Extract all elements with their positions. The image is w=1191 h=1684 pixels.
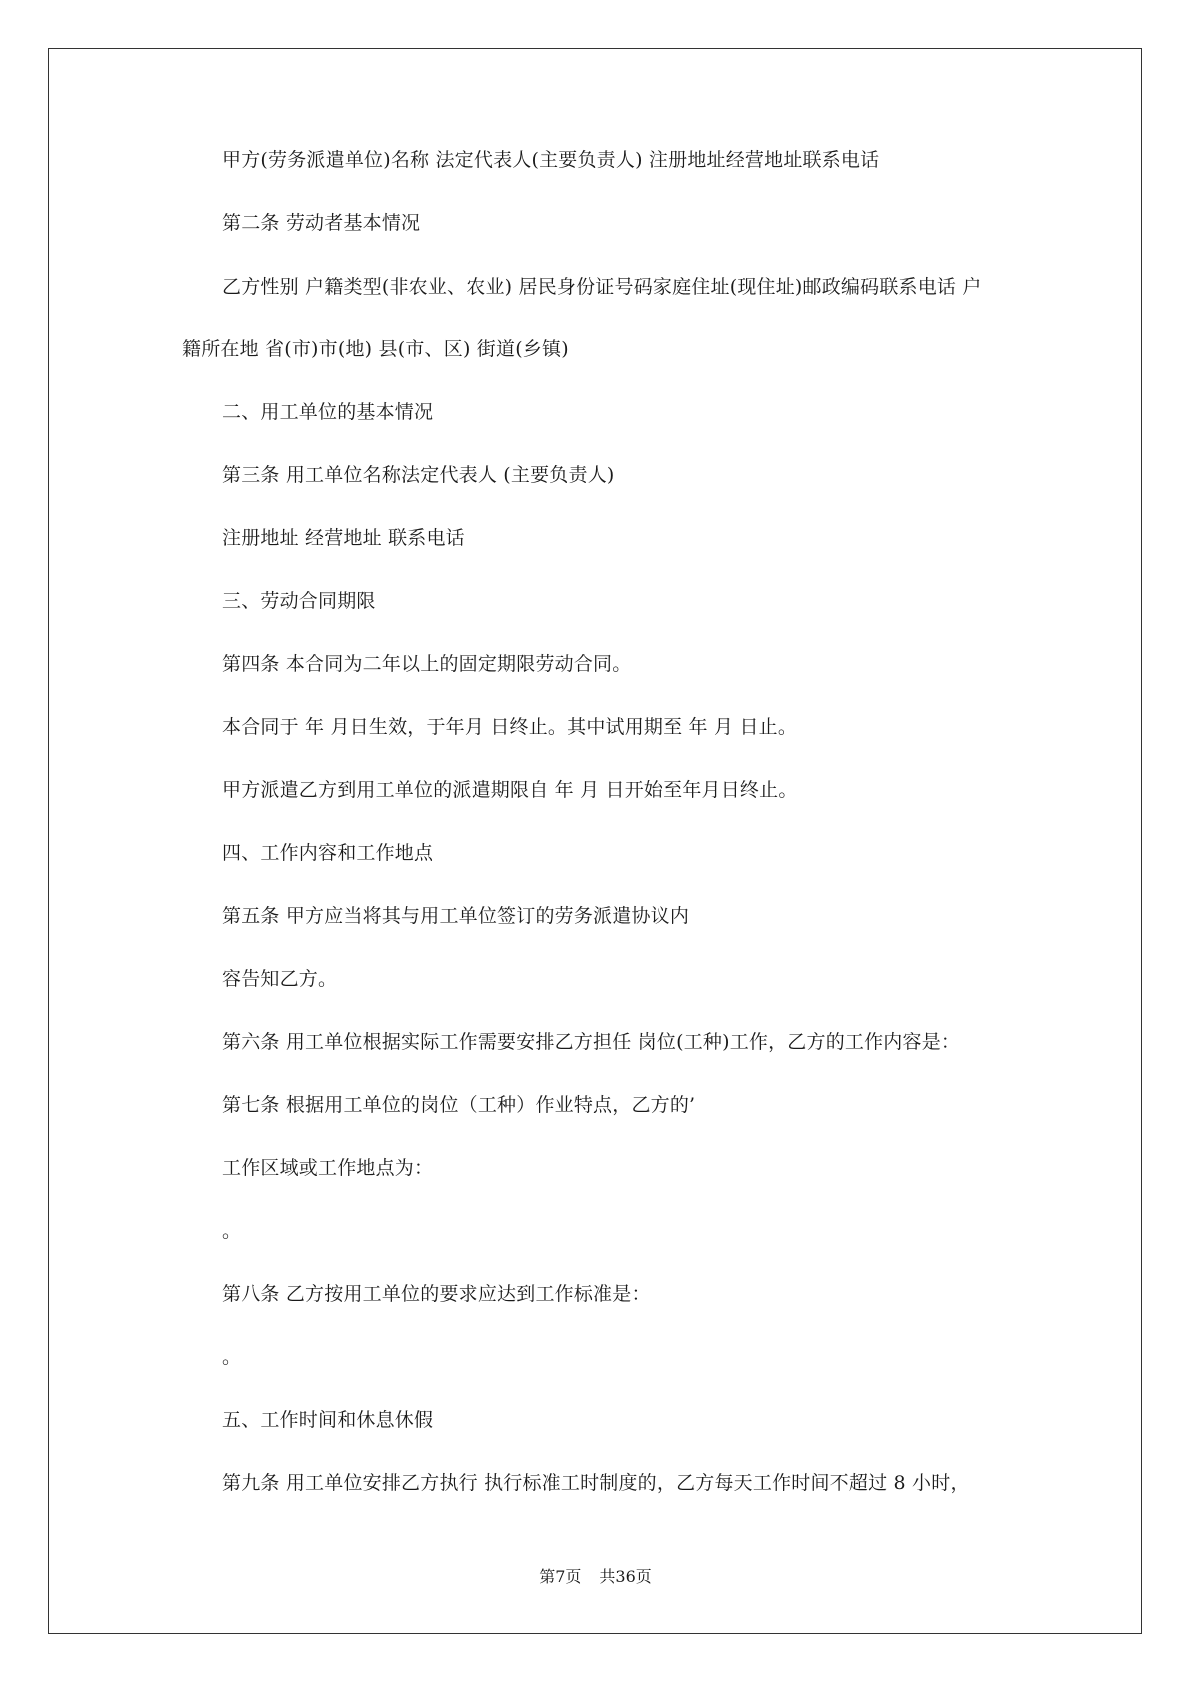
- text-line: 籍所在地 省(市)市(地) 县(市、区) 街道(乡镇): [182, 338, 569, 360]
- text-line: 。: [222, 1220, 242, 1242]
- section-heading: 第二条 劳动者基本情况: [222, 212, 421, 234]
- page-current: 第7页: [539, 1567, 582, 1586]
- text-line: 乙方性别 户籍类型(非农业、农业) 居民身份证号码家庭住址(现住址)邮政编码联系电话 户: [222, 276, 982, 298]
- text-line: 本合同于 年 月日生效，于年月 日终止。其中试用期至 年 月 日止。: [222, 716, 798, 738]
- text-line: 第四条 本合同为二年以上的固定期限劳动合同。: [222, 653, 632, 675]
- text-line: 。: [222, 1346, 242, 1368]
- section-heading: 三、劳动合同期限: [222, 590, 376, 612]
- text-line: 甲方派遣乙方到用工单位的派遣期限自 年 月 日开始至年月日终止。: [222, 779, 798, 801]
- page-total: 共36页: [599, 1567, 652, 1586]
- text-line: 第五条 甲方应当将其与用工单位签订的劳务派遣协议内: [222, 905, 690, 927]
- section-heading: 四、工作内容和工作地点: [222, 842, 434, 864]
- section-heading: 五、工作时间和休息休假: [222, 1409, 434, 1431]
- text-line: 第六条 用工单位根据实际工作需要安排乙方担任 岗位(工种)工作，乙方的工作内容是：: [222, 1031, 961, 1053]
- text-line: 第七条 根据用工单位的岗位（工种）作业特点，乙方的’: [222, 1094, 696, 1116]
- text-line: 工作区域或工作地点为：: [222, 1157, 434, 1179]
- text-line: 注册地址 经营地址 联系电话: [222, 527, 465, 549]
- text-line: 甲方(劳务派遣单位)名称 法定代表人(主要负责人) 注册地址经营地址联系电话: [222, 149, 880, 171]
- text-line: 容告知乙方。: [222, 968, 338, 990]
- section-heading: 二、用工单位的基本情况: [222, 401, 434, 423]
- text-line: 第三条 用工单位名称法定代表人 (主要负责人): [222, 464, 615, 486]
- page-number: [0, 1566, 1191, 1588]
- text-line: 第八条 乙方按用工单位的要求应达到工作标准是：: [222, 1283, 651, 1305]
- text-line: 第九条 用工单位安排乙方执行 执行标准工时制度的，乙方每天工作时间不超过 8 小时，: [222, 1472, 970, 1494]
